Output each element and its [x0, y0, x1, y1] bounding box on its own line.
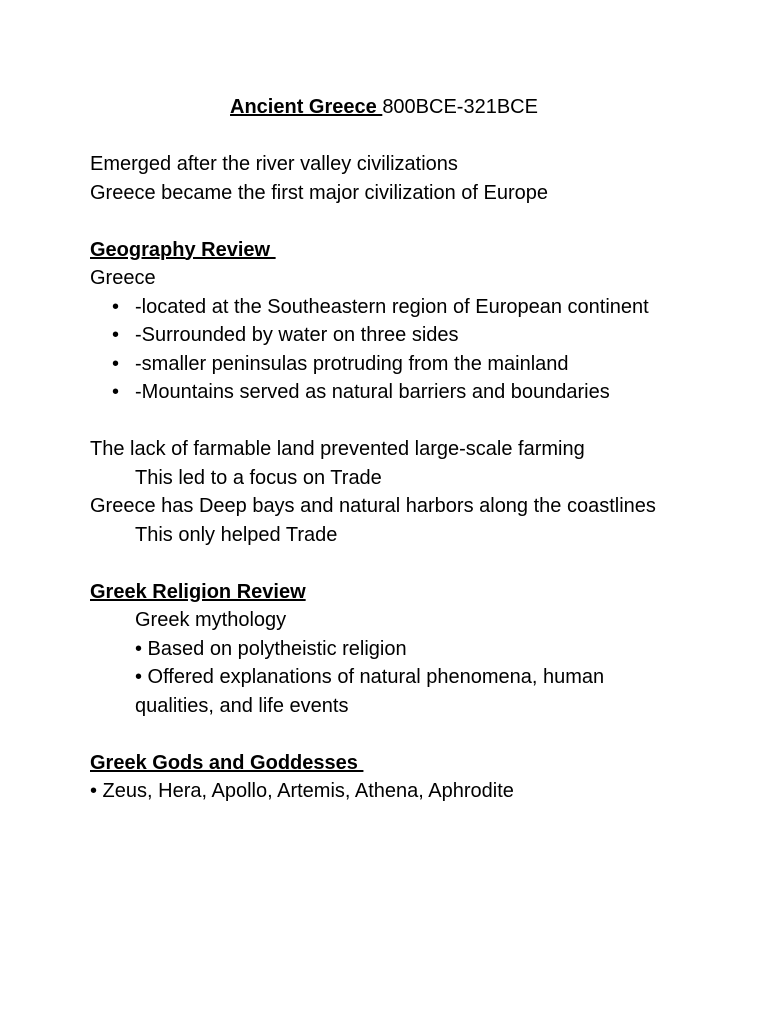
list-item: • -located at the Southeastern region of European continent — [90, 293, 710, 322]
intro-line: Greece became the first major civilization of Europe — [90, 181, 548, 204]
spacer — [90, 122, 710, 151]
trade-line: Greece has Deep bays and natural harbors along the coastlines — [90, 495, 656, 517]
geography-subject: Greece — [90, 267, 156, 289]
religion-heading: Greek Religion Review — [90, 580, 306, 603]
document-body — [90, 93, 710, 806]
spacer — [90, 720, 710, 749]
geography-bullet-list — [90, 293, 710, 407]
spacer — [90, 407, 710, 436]
bullet-icon: • — [112, 381, 120, 403]
gods-heading: Greek Gods and Goddesses — [90, 751, 364, 774]
trade-subline: This only helped Trade — [135, 523, 338, 546]
title-dates: 800BCE-321BCE — [382, 96, 538, 118]
religion-point: • Based on polytheistic religion — [135, 637, 407, 660]
trade-subline: This led to a focus on Trade — [135, 466, 382, 489]
bullet-icon: • — [112, 352, 120, 375]
list-item: • -Surrounded by water on three sides — [90, 321, 710, 350]
religion-point: qualities, and life events — [135, 694, 349, 717]
list-item: • -smaller peninsulas protruding from the mainland — [90, 350, 710, 379]
title-main: Ancient Greece — [230, 96, 383, 118]
document-title — [90, 93, 678, 122]
intro-line: Emerged after the river valley civilizations — [90, 153, 458, 175]
religion-subject: Greek mythology — [135, 609, 287, 631]
religion-point: • Offered explanations of natural phenomena, human — [135, 666, 605, 688]
bullet-icon: • — [112, 295, 120, 318]
spacer — [90, 549, 710, 578]
trade-line: The lack of farmable land prevented large-scale farming — [90, 438, 585, 460]
list-item: • -Mountains served as natural barriers and boundaries — [90, 378, 710, 407]
bullet-icon: • — [112, 324, 120, 346]
geography-heading: Geography Review — [90, 238, 276, 261]
spacer — [90, 207, 710, 236]
gods-list: • Zeus, Hera, Apollo, Artemis, Athena, Aphrodite — [90, 780, 514, 802]
